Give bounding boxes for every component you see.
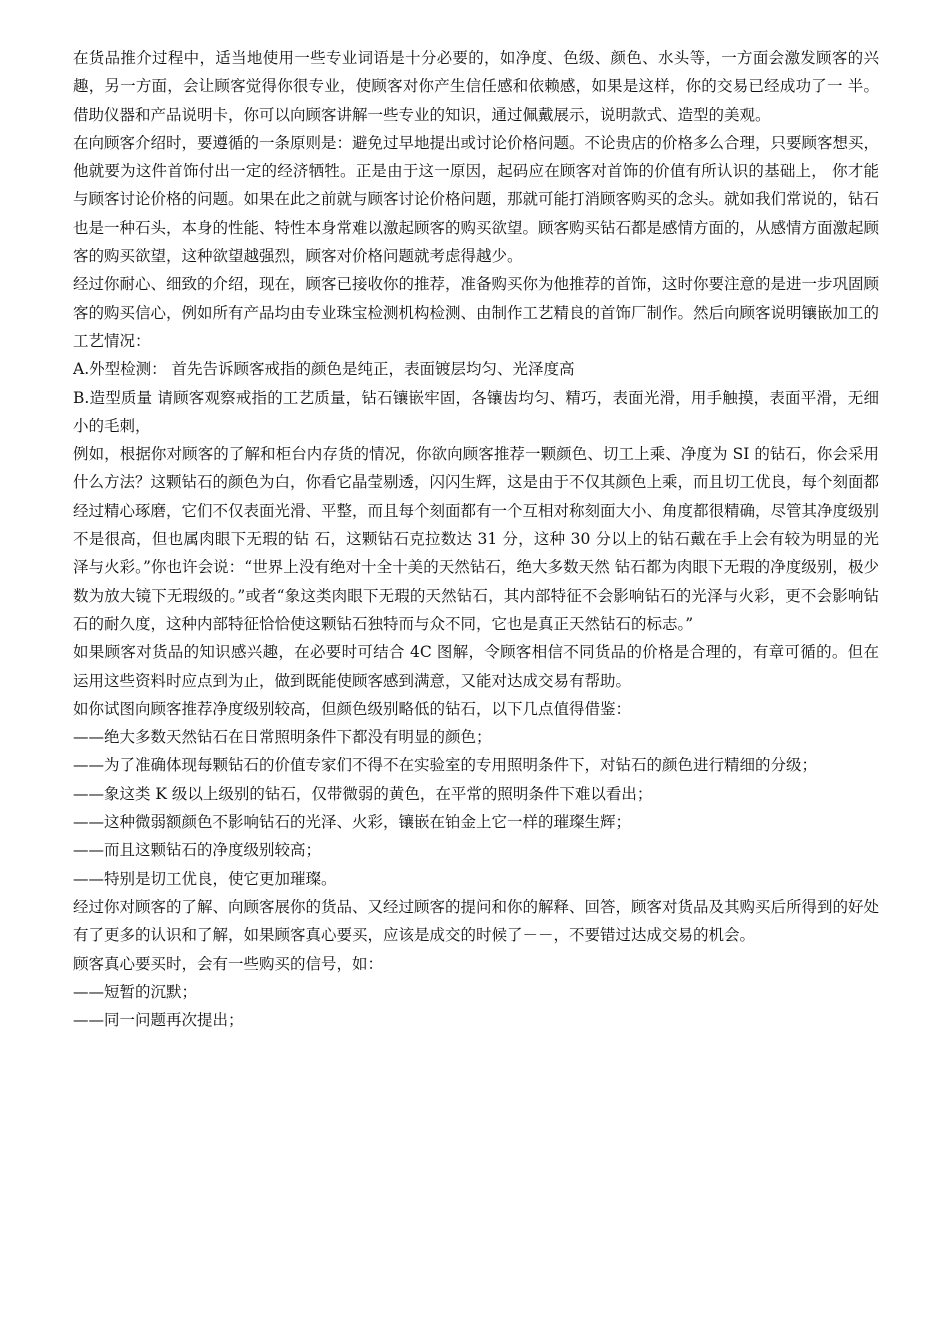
paragraph-recommend-intro: 如你试图向顾客推荐净度级别较高，但颜色级别略低的钻石，以下几点值得借鉴： <box>73 699 632 718</box>
list-item: ——短暂的沉默； <box>73 982 198 1001</box>
list-item: ——这种微弱额颜色不影响钻石的光泽、火彩，镶嵌在铂金上它一样的璀璨生辉； <box>73 813 632 832</box>
paragraph-professional-terms: 在货品推介过程中，适当地使用一些专业词语是十分必要的，如净度、色级、颜色、水头等，一方面会激发顾客的兴趣，另一方面，会让顾客觉得你很专业，使顾客对你产生信任感和依赖感，如果是这样，你的交易已经成功了一 半。借助仪器和产品说明卡，你可以向顾客讲解一些专业的知识，通过佩戴展示，说明款式、造型的美观。 <box>73 49 879 124</box>
list-item: ——而且这颗钻石的净度级别较高； <box>73 841 322 860</box>
list-item: ——同一问题再次提出； <box>73 1011 244 1030</box>
paragraph-craft-quality: B.造型质量 请顾客观察戒指的工艺质量，钻石镶嵌牢固，各镶齿均匀、精巧，表面光滑，用手触摸，表面平滑，无细小的毛刺， <box>73 388 879 435</box>
list-item: ——特别是切工优良，使它更加璀璨。 <box>73 869 337 888</box>
paragraph-example-recommendation: 例如，根据你对顾客的了解和柜台内存货的情况，你欲向顾客推荐一颗颜色、切工上乘、净度为 SI 的钻石，你会采用什么方法？这颗钻石的颜色为白，你看它晶莹剔透，闪闪生辉，这是由于不仅其颜色上乘，而且切工优良，每个刻面都经过精心琢磨，它们不仅表面光滑、平整，而且每个刻面都有一个互相对称刻面大小、角度都很精确，尽管其净度级别不是很高，但也属肉眼下无瑕的钻 石，这颗钻石克拉数达 31 分，这种 30 分以上的钻石戴在手上会有较为明显的光泽与火彩。”你也许会说：“世界上没有绝对十全十美的天然钻石，绝大多数天然 钻石都为肉眼下无瑕的净度级别，极少数为放大镜下无瑕级的。”或者“象这类肉眼下无瑕的天然钻石，其内部特征不会影响钻石的光泽与火彩，更不会影响钻石的耐久度，这种内部特征恰恰使这颗钻石独特而与众不同，它也是真正天然钻石的标志。” <box>73 445 880 633</box>
paragraph-4c-knowledge: 如果顾客对货品的知识感兴趣，在必要时可结合 4C 图解，令顾客相信不同货品的价格是合理的，有章可循的。但在运用这些资料时应点到为止，做到既能使顾客感到满意，又能对达成交易有帮助。 <box>73 643 879 690</box>
paragraph-buying-signals-intro: 顾客真心要买时，会有一些购买的信号，如： <box>73 954 384 973</box>
list-item: ——为了准确体现每颗钻石的价值专家们不得不在实验室的专用照明条件下，对钻石的颜色进行精细的分级； <box>73 756 818 775</box>
paragraph-closing-deal: 经过你对顾客的了解、向顾客展你的货品、又经过顾客的提问和你的解释、回答，顾客对货品及其购买后所得到的好处有了更多的认识和了解，如果顾客真心要买，应该是成交的时候了－－，不要错过达成交易的机会。 <box>73 897 880 945</box>
list-item: ——象这类 K 级以上级别的钻石，仅带微弱的黄色，在平常的照明条件下难以看出； <box>73 784 653 803</box>
document-body <box>73 44 879 1034</box>
list-item: ——绝大多数天然钻石在日常照明条件下都没有明显的颜色； <box>73 728 492 747</box>
paragraph-purchase-confidence: 经过你耐心、细致的介绍，现在，顾客已接收你的推荐，准备购买你为他推荐的首饰，这时你要注意的是进一步巩固顾客的购买信心，例如所有产品均由专业珠宝检测机构检测、由制作工艺精良的首饰厂制作。然后向顾客说明镶嵌加工的工艺情况： <box>73 275 880 350</box>
paragraph-price-discussion: 在向顾客介绍时，要遵循的一条原则是：避免过早地提出或讨论价格问题。不论贵店的价格多么合理，只要顾客想买，他就要为这件首饰付出一定的经济牺牲。正是由于这一原因，起码应在顾客对首饰的价值有所认识的基础上， 你才能与顾客讨论价格的问题。如果在此之前就与顾客讨论价格问题，那就可能打消顾客购买的念头。就如我们常说的，钻石也是一种石头，本身的性能、特性本身常难以激起顾客的购买欲望。顾客购买钻石都是感情方面的，从感情方面激起顾客的购买欲望，这种欲望越强烈，顾客对价格问题就考虑得越少。 <box>73 133 880 266</box>
paragraph-appearance-check: A.外型检测： 首先告诉顾客戒指的颜色是纯正，表面镀层均匀、光泽度高 <box>73 360 575 379</box>
